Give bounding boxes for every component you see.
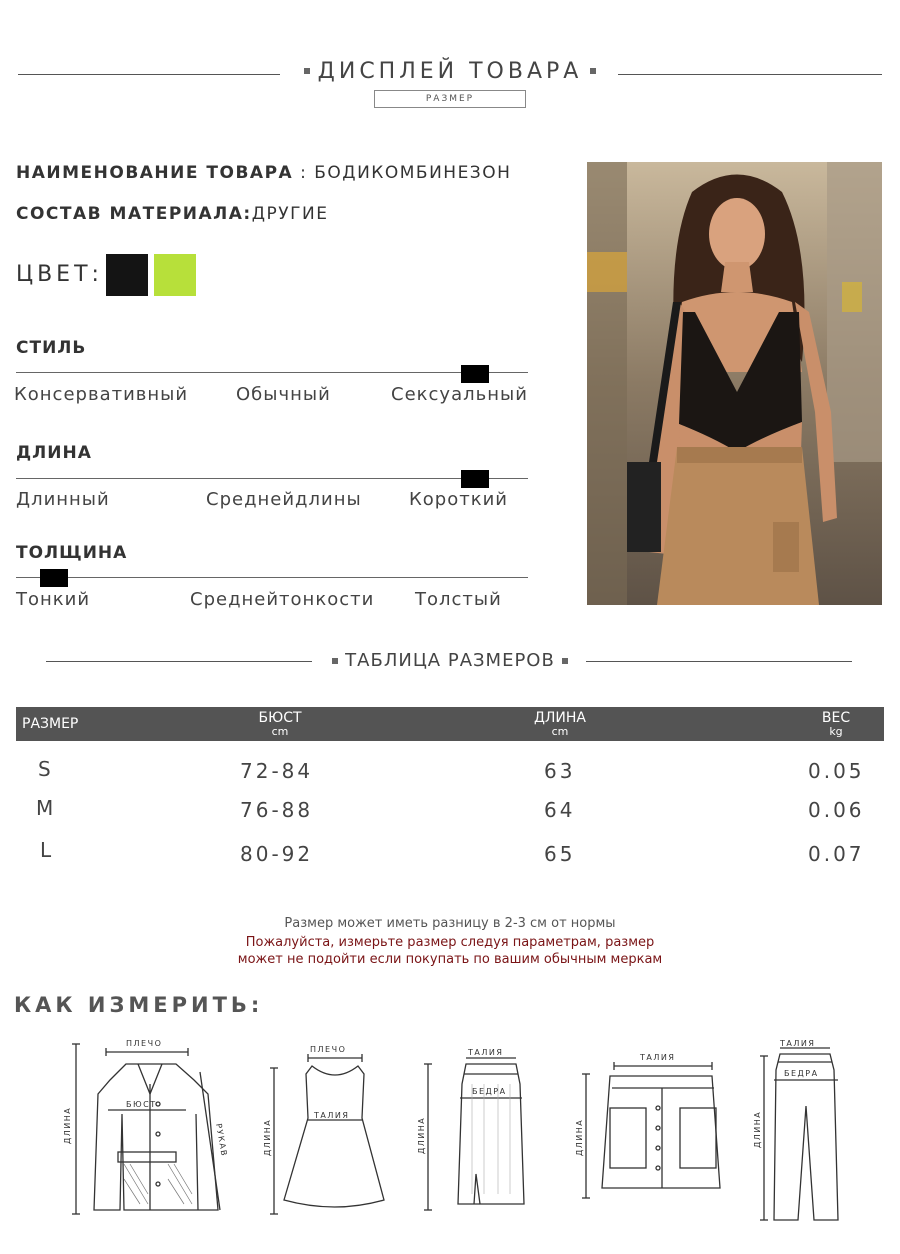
length-label: ДЛИНА — [16, 443, 92, 463]
cell-length: 65 — [544, 842, 576, 866]
pants-hips-label: БЕДРА — [784, 1069, 819, 1078]
cell-weight: 0.05 — [808, 759, 865, 783]
skirt-diagram — [414, 1044, 538, 1216]
style-label: СТИЛЬ — [16, 338, 87, 358]
style-marker — [461, 365, 489, 383]
cell-bust: 80-92 — [240, 842, 314, 866]
th-size: РАЗМЕР — [22, 716, 79, 732]
material-value: ДРУГИЕ — [251, 204, 329, 224]
thickness-option-medium: Среднейтонкости — [190, 589, 375, 610]
note-measure-2: может не подойти если покупать по вашим обычным меркам — [237, 952, 663, 967]
product-name-value: : БОДИКОМБИНЕЗОН — [300, 163, 512, 183]
skirt-hips-label: БЕДРА — [472, 1087, 507, 1096]
dress-waist-label: ТАЛИЯ — [314, 1111, 350, 1120]
color-swatch-black[interactable] — [106, 254, 148, 296]
length-option-short: Короткий — [409, 489, 508, 510]
jacket-diagram — [58, 1034, 234, 1220]
color-swatch-lime[interactable] — [154, 254, 196, 296]
style-scale-line — [16, 372, 528, 373]
cell-weight: 0.07 — [808, 842, 865, 866]
style-option-conservative: Консервативный — [14, 384, 189, 405]
cell-length: 63 — [544, 759, 576, 783]
size-table-title: ТАБЛИЦА РАЗМЕРОВ — [0, 650, 900, 671]
length-option-medium: Среднейдлины — [206, 489, 362, 510]
jacket-shoulder-label: ПЛЕЧО — [126, 1039, 163, 1048]
page-subtitle: РАЗМЕР — [374, 90, 526, 108]
page-title: ДИСПЛЕЙ ТОВАРА — [0, 58, 900, 84]
length-marker — [461, 470, 489, 488]
cell-bust: 72-84 — [240, 759, 314, 783]
cell-size: M — [36, 796, 57, 820]
jacket-sleeve-label: РУКАВ — [214, 1122, 229, 1158]
cell-size: S — [38, 757, 54, 781]
skirt-length-label: ДЛИНА — [417, 1116, 426, 1154]
how-to-measure-title: КАК ИЗМЕРИТЬ: — [14, 993, 264, 1017]
th-weight: ВЕС kg — [821, 710, 851, 738]
skirt-waist-label: ТАЛИЯ — [468, 1048, 504, 1057]
jacket-length-label: ДЛИНА — [63, 1106, 72, 1144]
thickness-label: ТОЛЩИНА — [16, 543, 128, 563]
cell-weight: 0.06 — [808, 798, 865, 822]
product-name-row — [16, 163, 511, 183]
thickness-option-thin: Тонкий — [16, 589, 91, 610]
size-table-header — [16, 707, 884, 741]
thickness-marker — [40, 569, 68, 587]
length-option-long: Длинный — [16, 489, 110, 510]
dress-shoulder-label: ПЛЕЧО — [310, 1045, 347, 1054]
jacket-bust-label: БЮСТ — [126, 1100, 157, 1109]
th-bust: БЮСТ cm — [258, 710, 302, 738]
pants-length-label: ДЛИНА — [753, 1110, 762, 1148]
color-label: ЦВЕТ: — [16, 262, 103, 287]
shorts-waist-label: ТАЛИЯ — [640, 1053, 676, 1062]
material-row — [16, 204, 328, 224]
pants-diagram — [752, 1036, 862, 1226]
pants-waist-label: ТАЛИЯ — [780, 1039, 816, 1048]
thickness-scale-line — [16, 577, 528, 578]
cell-bust: 76-88 — [240, 798, 314, 822]
shorts-diagram — [570, 1048, 738, 1206]
dress-length-label: ДЛИНА — [263, 1118, 272, 1156]
product-name-label: НАИМЕНОВАНИЕ ТОВАРА — [16, 163, 294, 183]
cell-length: 64 — [544, 798, 576, 822]
cell-size: L — [40, 838, 55, 862]
style-option-normal: Обычный — [236, 384, 331, 405]
shorts-length-label: ДЛИНА — [575, 1118, 584, 1156]
note-measure-1: Пожалуйста, измерьте размер следуя параметрам, размер — [245, 935, 655, 950]
thickness-option-thick: Толстый — [415, 589, 502, 610]
th-length: ДЛИНА cm — [533, 710, 587, 738]
material-label: СОСТАВ МАТЕРИАЛА: — [16, 204, 252, 224]
length-scale-line — [16, 478, 528, 479]
dress-diagram — [258, 1038, 398, 1220]
note-difference: Размер может иметь разницу в 2-3 см от нормы — [284, 916, 616, 931]
product-photo — [587, 162, 882, 605]
style-option-sexy: Сексуальный — [391, 384, 528, 405]
